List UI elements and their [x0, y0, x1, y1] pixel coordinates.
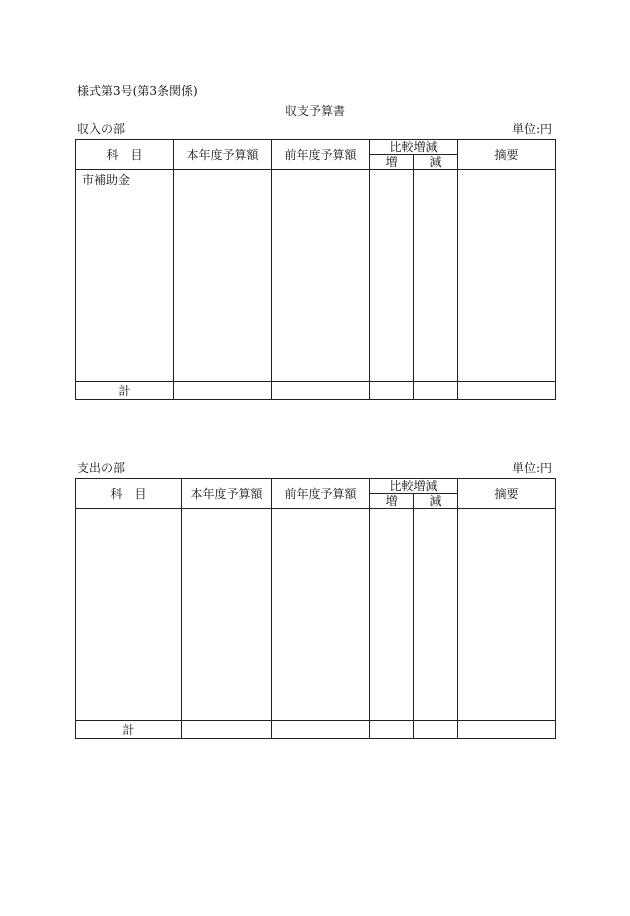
expense-total-current-budget [182, 721, 272, 739]
expense-decrease-cell [414, 509, 458, 721]
expense-header-current-budget: 本年度予算額 [182, 479, 272, 509]
income-unit-label: 単位:円 [511, 122, 552, 136]
expense-item-cell [76, 509, 182, 721]
expense-total-increase [370, 721, 414, 739]
table-row [76, 170, 556, 382]
income-remarks-cell [458, 170, 556, 382]
income-item-cell: 市補助金 [76, 170, 174, 382]
document-title: 収支予算書 [284, 104, 345, 118]
expense-budget-table [75, 478, 556, 739]
expense-current-budget-cell [182, 509, 272, 721]
expense-header-increase: 増 [370, 494, 414, 509]
expense-header-comparison: 比較増減 [370, 479, 458, 494]
income-previous-budget-cell [272, 170, 370, 382]
income-total-remarks [458, 382, 556, 400]
expense-unit-label: 単位:円 [511, 461, 552, 475]
expense-total-label: 計 [76, 721, 182, 739]
income-total-row [76, 382, 556, 400]
expense-total-decrease [414, 721, 458, 739]
income-total-current-budget [174, 382, 272, 400]
income-decrease-cell [414, 170, 458, 382]
expense-total-previous-budget [272, 721, 370, 739]
expense-header-decrease: 減 [414, 494, 458, 509]
form-number-label: 様式第3号(第3条関係) [77, 84, 198, 98]
income-section-label: 収入の部 [77, 122, 126, 136]
income-header-decrease: 減 [414, 155, 458, 170]
income-total-increase [370, 382, 414, 400]
income-header-current-budget: 本年度予算額 [174, 140, 272, 170]
expense-increase-cell [370, 509, 414, 721]
income-header-increase: 増 [370, 155, 414, 170]
expense-remarks-cell [458, 509, 556, 721]
income-increase-cell [370, 170, 414, 382]
expense-header-item: 科 目 [76, 479, 182, 509]
income-header-comparison: 比較増減 [370, 140, 458, 155]
expense-section-label: 支出の部 [77, 461, 126, 475]
expense-total-remarks [458, 721, 556, 739]
income-header-item: 科 目 [76, 140, 174, 170]
income-budget-table [75, 139, 556, 400]
table-row [76, 509, 556, 721]
income-header-previous-budget: 前年度予算額 [272, 140, 370, 170]
expense-header-remarks: 摘要 [458, 479, 556, 509]
expense-total-row [76, 721, 556, 739]
expense-previous-budget-cell [272, 509, 370, 721]
income-header-remarks: 摘要 [458, 140, 556, 170]
income-total-decrease [414, 382, 458, 400]
income-total-label: 計 [76, 382, 174, 400]
expense-header-previous-budget: 前年度予算額 [272, 479, 370, 509]
income-total-previous-budget [272, 382, 370, 400]
income-current-budget-cell [174, 170, 272, 382]
